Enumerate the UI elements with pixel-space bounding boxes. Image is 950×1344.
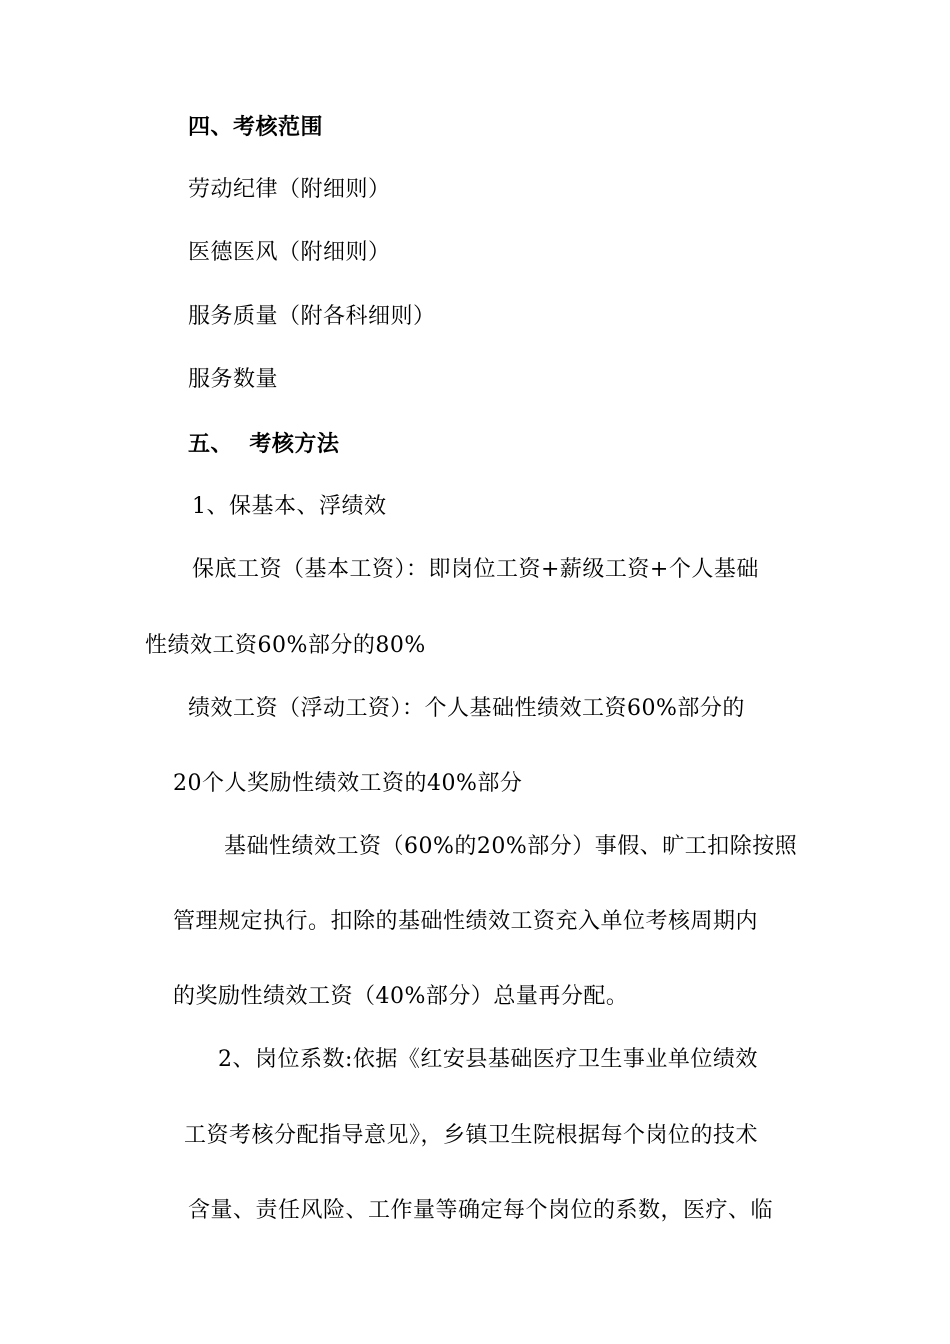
scope-item-service-quantity: 服务数量 bbox=[188, 367, 279, 392]
paragraph-deduction-cont-2: 的奖励性绩效工资（40%部分）总量再分配。 bbox=[173, 984, 629, 1009]
paragraph-position-coefficient-cont-2: 含量、责任风险、工作量等确定每个岗位的系数，医疗、临 bbox=[188, 1198, 774, 1223]
paragraph-performance-salary-cont: 20个人奖励性绩效工资的40%部分 bbox=[173, 771, 523, 796]
section-heading-scope: 四、考核范围 bbox=[188, 114, 324, 140]
paragraph-base-salary: 保底工资（基本工资）：即岗位工资+薪级工资+个人基础 bbox=[192, 557, 759, 582]
method-item-2-title: 2、岗位系数:依据《红安县基础医疗卫生事业单位绩效 bbox=[218, 1047, 758, 1072]
paragraph-position-coefficient-cont-1: 工资考核分配指导意见》，乡镇卫生院根据每个岗位的技术 bbox=[184, 1123, 759, 1148]
section-heading-method: 五、 考核方法 bbox=[188, 431, 340, 457]
method-item-1-title: 1、保基本、浮绩效 bbox=[192, 494, 387, 519]
paragraph-deduction-cont-1: 管理规定执行。扣除的基础性绩效工资充入单位考核周期内 bbox=[173, 909, 759, 934]
scope-item-labor-discipline: 劳动纪律（附细则） bbox=[188, 177, 391, 202]
paragraph-deduction: 基础性绩效工资（60%的20%部分）事假、旷工扣除按照 bbox=[224, 834, 798, 859]
scope-item-medical-ethics: 医德医风（附细则） bbox=[188, 240, 391, 265]
paragraph-performance-salary: 绩效工资（浮动工资）：个人基础性绩效工资60%部分的 bbox=[188, 696, 745, 721]
scope-item-service-quality: 服务质量（附各科细则） bbox=[188, 304, 436, 329]
paragraph-base-salary-cont: 性绩效工资60%部分的80% bbox=[145, 633, 426, 658]
